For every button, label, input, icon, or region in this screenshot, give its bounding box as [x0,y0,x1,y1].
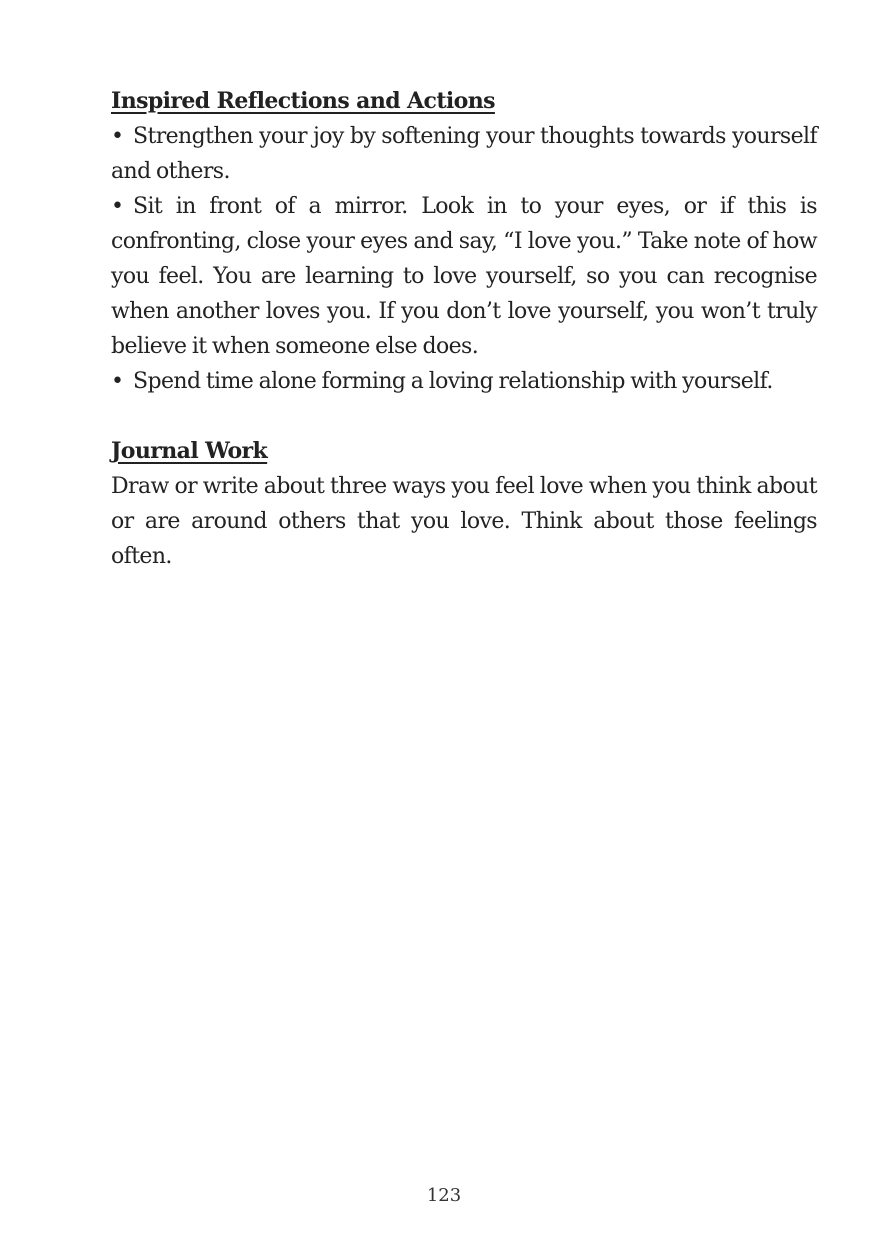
section-heading-inspired-reflections: Inspired Reflections and Actions [111,88,495,114]
page-number: 123 [426,1185,462,1206]
bullet-text: Spend time alone forming a loving relationship with yourself. [133,369,773,394]
bullet-text: Sit in front of a mirror. Look in to your eyes, or if this is confronting, close your eyes and say, “I love you.” Take note of how you feel. You are learning to love yourself, so you can recognise when another loves you. If you don’t love yourself, you won’t truly believe it when someone else does. [111,194,817,359]
journal-work-text: Draw or write about three ways you feel love when you think about or are around others that you love. Think about those feelings often. [111,474,817,569]
bullet-item [111,119,817,189]
page-content [111,84,817,574]
bullet-icon: • [111,124,124,149]
bullet-item [111,364,817,399]
bullet-icon: • [111,194,124,219]
section-heading-journal-work: Journal Work [111,438,268,464]
bullet-text: Strengthen your joy by softening your thoughts towards yourself and others. [111,124,817,184]
bullet-item [111,189,817,364]
bullet-icon: • [111,369,124,394]
section-spacer [111,399,817,434]
